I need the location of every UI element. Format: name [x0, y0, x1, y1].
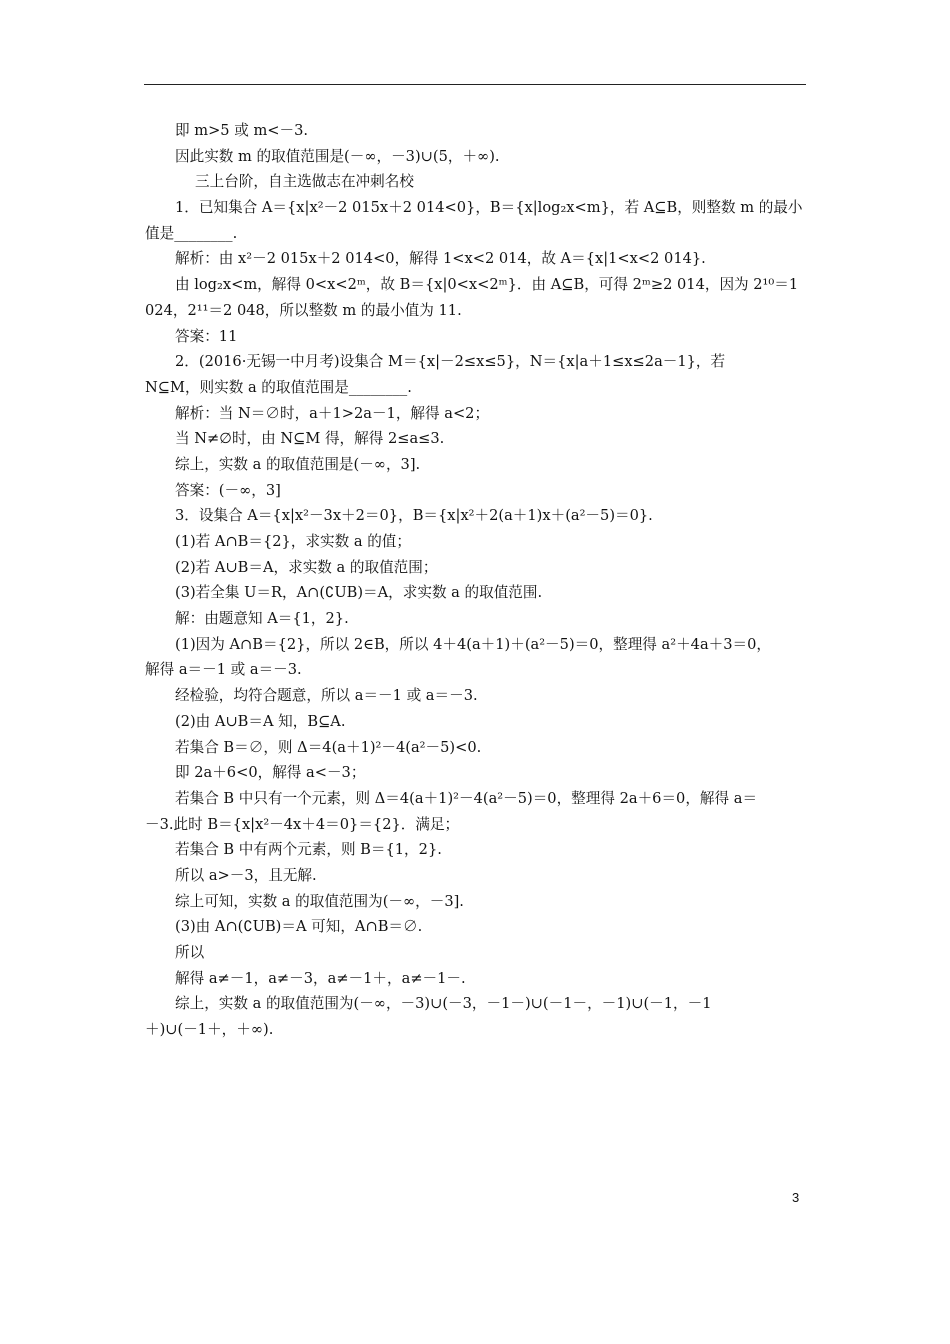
text-line: 即 2a＋6<0，解得 a<－3； — [175, 764, 366, 782]
text-line: 综上可知，实数 a 的取值范围为(－∞，－3]. — [175, 892, 464, 910]
text-line: (2)由 A∪B＝A 知，B⊆A. — [175, 712, 346, 730]
text-line: (3)若全集 U＝R，A∩(∁UB)＝A，求实数 a 的取值范围. — [175, 584, 543, 602]
text-line: (1)因为 A∩B＝{2}，所以 2∈B，所以 4＋4(a＋1)＋(a²－5)＝0，整理得 a²＋4a＋3＝0， — [175, 635, 772, 653]
page-number: 3 — [792, 1190, 800, 1205]
header-rule — [144, 84, 806, 85]
text-line: 由 log₂x<m，解得 0<x<2ᵐ，故 B＝{x|0<x<2ᵐ}．由 A⊆B，可得 2ᵐ≥2 014，因为 2¹⁰＝1 — [175, 276, 799, 294]
text-line: 综上，实数 a 的取值范围为(－∞，－3)∪(－3，－1－)∪(－1－，－1)∪(－1，－1 — [175, 995, 712, 1013]
document-body — [145, 118, 807, 1043]
text-line: 若集合 B＝∅，则 Δ＝4(a＋1)²－4(a²－5)<0. — [175, 738, 482, 756]
text-line: 若集合 B 中有两个元素，则 B＝{1，2}. — [175, 841, 442, 859]
text-line: 答案：(－∞，3] — [175, 481, 281, 499]
text-line: 综上，实数 a 的取值范围是(－∞，3]. — [175, 455, 421, 473]
text-line: －3.此时 B＝{x|x²－4x＋4＝0}＝{2}．满足； — [145, 815, 460, 833]
text-line: (1)若 A∩B＝{2}，求实数 a 的值； — [175, 533, 411, 550]
text-line: 答案：11 — [175, 327, 238, 345]
text-line: 所以 a>－3，且无解. — [175, 866, 317, 884]
text-line: 解析：当 N＝∅时，a＋1>2a－1，解得 a<2； — [175, 404, 490, 422]
text-line: 3．设集合 A＝{x|x²－3x＋2＝0}，B＝{x|x²＋2(a＋1)x＋(a²－5)＝0}. — [175, 507, 653, 525]
text-line: 解析：由 x²－2 015x＋2 014<0，解得 1<x<2 014，故 A＝{x|1<x<2 014}. — [175, 250, 706, 268]
text-line: (3)由 A∩(∁UB)＝A 可知，A∩B＝∅. — [175, 918, 423, 936]
text-line: 所以 — [175, 944, 205, 961]
text-line: 经检验，均符合题意，所以 a＝－1 或 a＝－3. — [175, 687, 478, 705]
text-line: ＋)∪(－1＋，＋∞). — [145, 1021, 274, 1039]
text-line: 三上台阶，自主选做志在冲刺名校 — [195, 173, 414, 191]
text-line: 024，2¹¹＝2 048，所以整数 m 的最小值为 11. — [145, 301, 462, 319]
text-line: 即 m>5 或 m<－3. — [175, 122, 309, 139]
text-line: N⊆M，则实数 a 的取值范围是________. — [145, 378, 412, 396]
text-line: 解：由题意知 A＝{1，2}. — [175, 610, 349, 628]
text-line: 值是________. — [145, 224, 238, 242]
text-line: 解得 a≠－1，a≠－3，a≠－1＋，a≠－1－. — [175, 969, 466, 987]
text-line: (2)若 A∪B＝A，求实数 a 的取值范围； — [175, 558, 438, 576]
text-line: 1．已知集合 A＝{x|x²－2 015x＋2 014<0}，B＝{x|log₂x<m}，若 A⊆B，则整数 m 的最小 — [175, 199, 803, 217]
text-line: 2．(2016·无锡一中月考)设集合 M＝{x|－2≤x≤5}，N＝{x|a＋1≤x≤2a－1}，若 — [175, 353, 726, 371]
text-line: 若集合 B 中只有一个元素，则 Δ＝4(a＋1)²－4(a²－5)＝0，整理得 2a＋6＝0，解得 a＝ — [175, 789, 758, 807]
text-line: 解得 a＝－1 或 a＝－3. — [145, 661, 302, 679]
text-line: 当 N≠∅时，由 N⊆M 得，解得 2≤a≤3. — [175, 430, 445, 448]
text-line: 因此实数 m 的取值范围是(－∞，－3)∪(5，＋∞). — [175, 147, 500, 165]
